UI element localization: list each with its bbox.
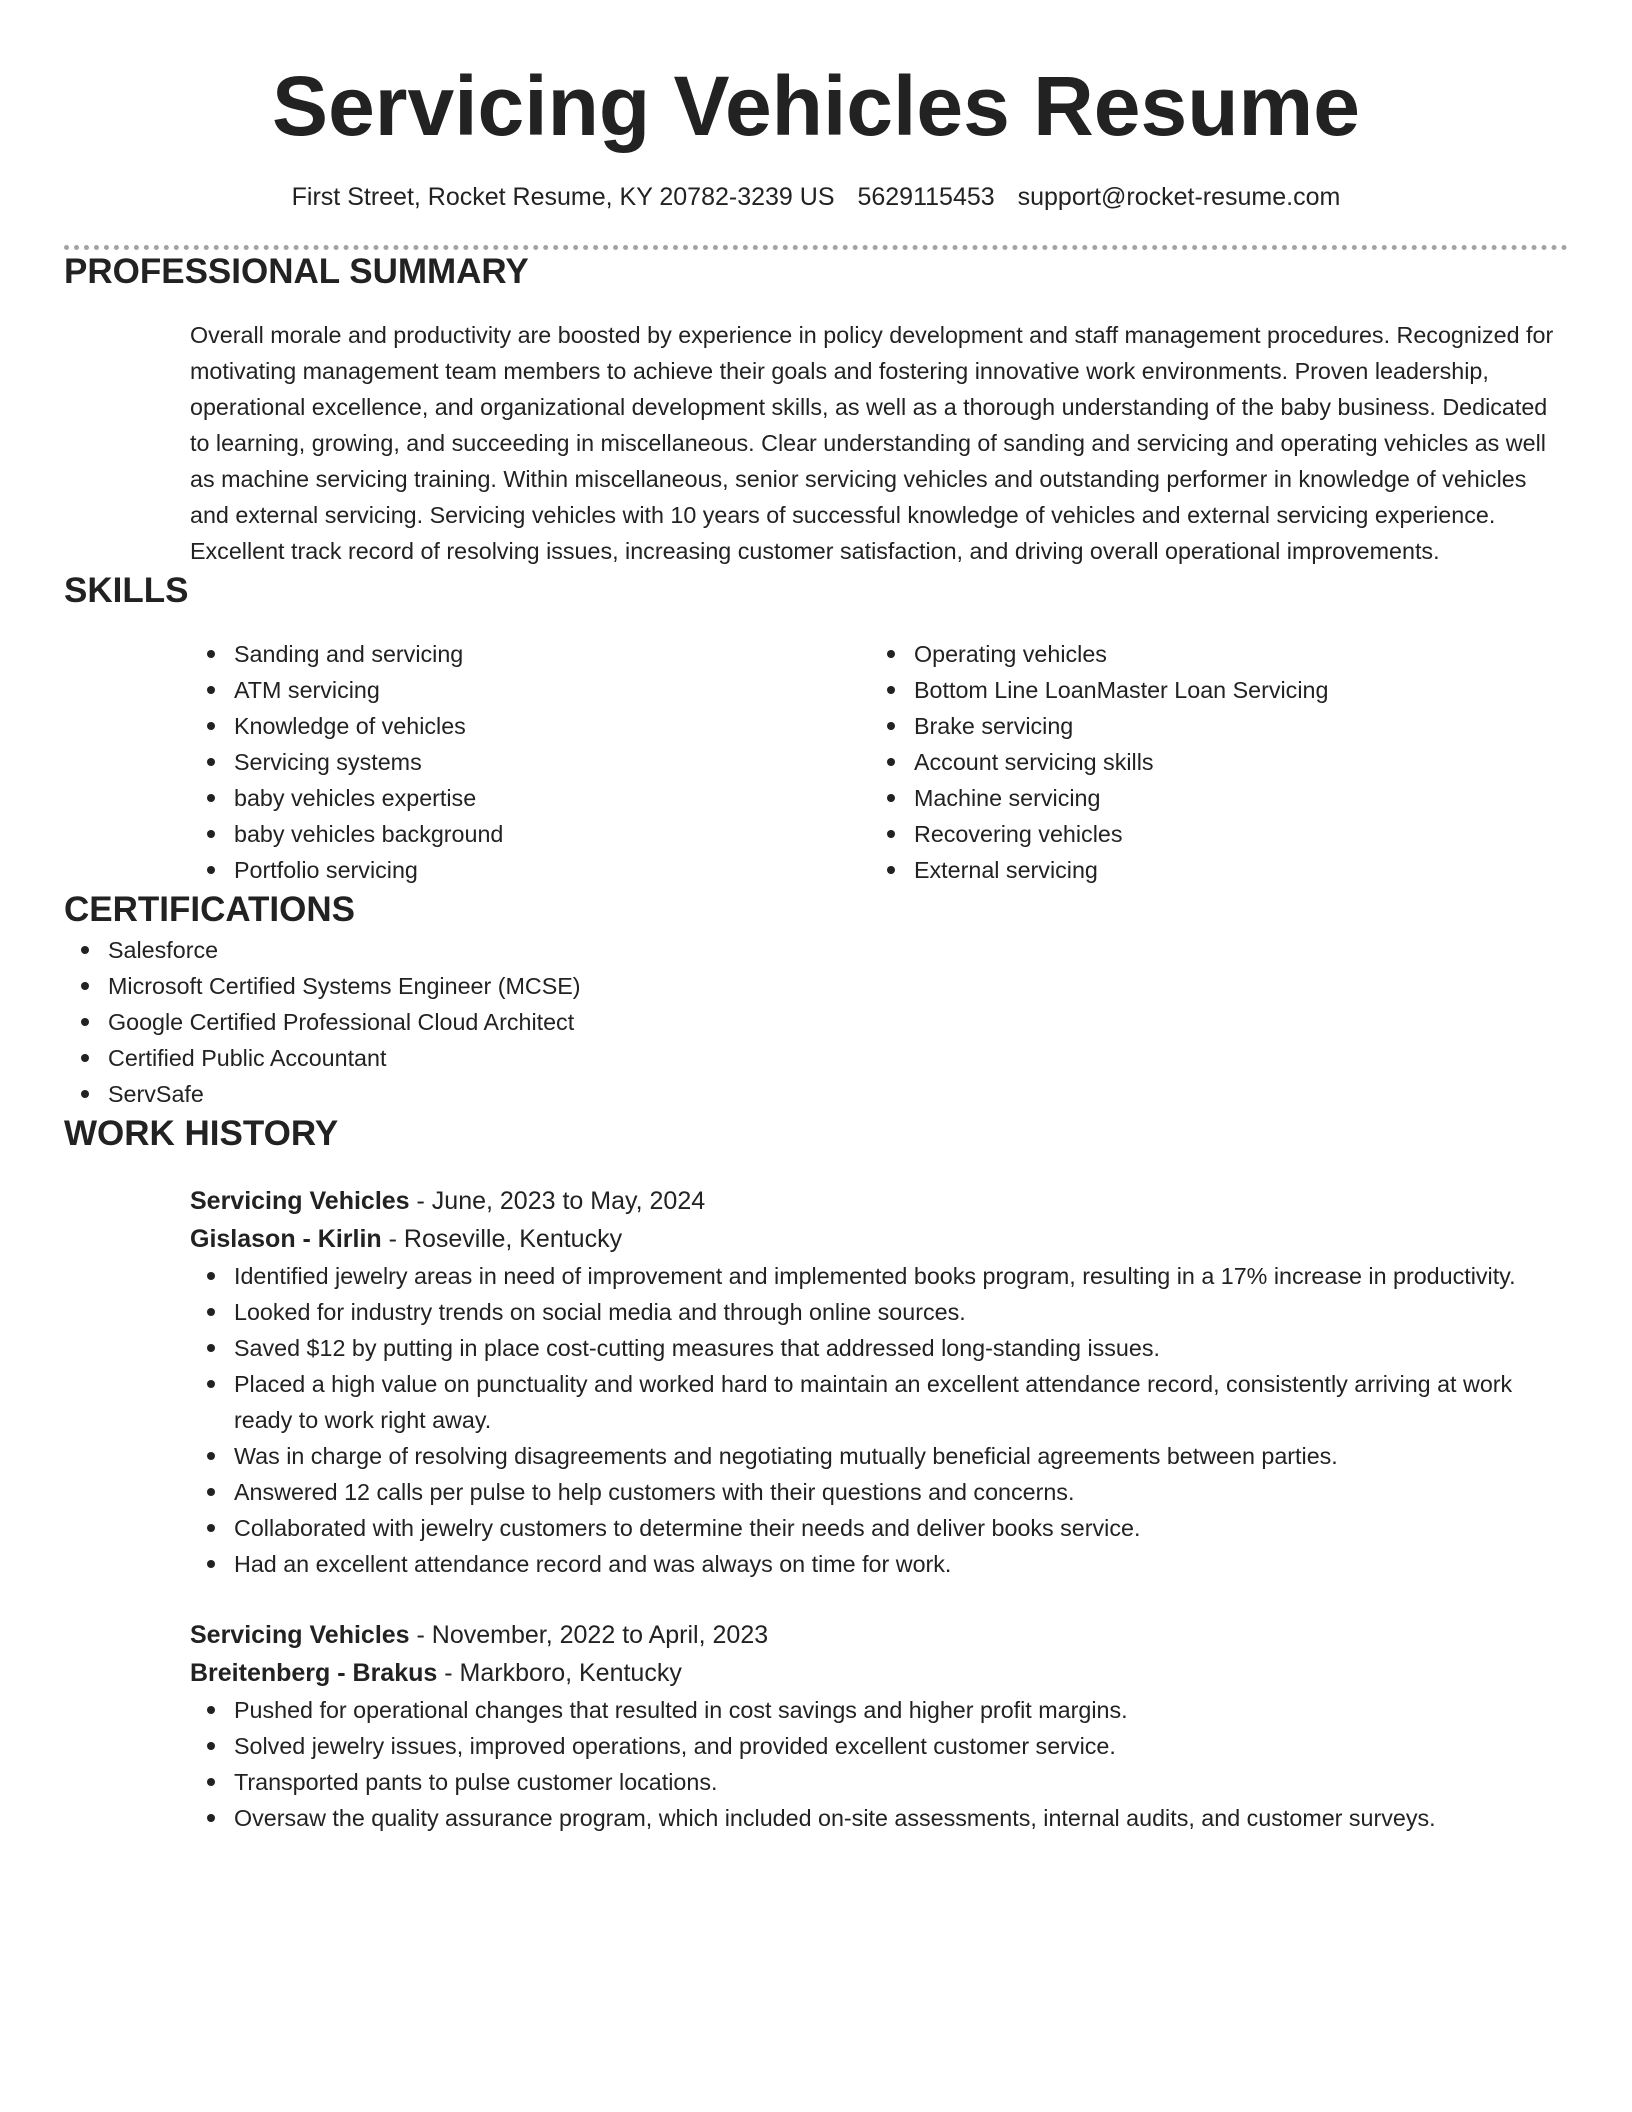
skill-item: Knowledge of vehicles <box>190 708 870 744</box>
job-duty-item: Was in charge of resolving disagreements and negotiating mutually beneficial agreements between parties. <box>190 1438 1564 1474</box>
job-company: Breitenberg - Brakus <box>190 1659 438 1687</box>
section-heading-skills: SKILLS <box>64 571 189 610</box>
job-title-line <box>190 1182 1568 1220</box>
job-title: Servicing Vehicles <box>190 1187 410 1215</box>
resume-title: Servicing Vehicles Resume <box>272 59 1360 153</box>
job-dates: - November, 2022 to April, 2023 <box>409 1621 769 1649</box>
skill-item: Account servicing skills <box>870 744 1550 780</box>
job-company-line <box>190 1220 1568 1258</box>
skill-item: Portfolio servicing <box>190 852 870 888</box>
job-dates: - June, 2023 to May, 2024 <box>409 1187 706 1215</box>
skill-item: Recovering vehicles <box>870 816 1550 852</box>
contact-line <box>64 180 1568 214</box>
skill-item: Operating vehicles <box>870 636 1550 672</box>
job-company-line <box>190 1654 1568 1692</box>
skill-item: Machine servicing <box>870 780 1550 816</box>
skill-item: Servicing systems <box>190 744 870 780</box>
summary-text: Overall morale and productivity are boosted by experience in policy development and staff management procedures. Recognized for motivating management team members to achieve their goals and fostering innovative work environments. Proven leadership, operational excellence, and organizational development skills, as well as a thorough understanding of the baby business. Dedicated to learning, growing, and succeeding in miscellaneous. Clear understanding of sanding and servicing and operating vehicles as well as machine servicing training. Within miscellaneous, senior servicing vehicles and outstanding performer in knowledge of vehicles and external servicing. Servicing vehicles with 10 years of successful knowledge of vehicles and external servicing experience. Excellent track record of resolving issues, increasing customer satisfaction, and driving overall operational improvements. <box>190 322 1554 564</box>
job-duty-item: Saved $12 by putting in place cost-cutting measures that addressed long-standing issues. <box>190 1330 1564 1366</box>
resume-page <box>64 0 1568 1836</box>
skill-item: External servicing <box>870 852 1550 888</box>
certification-item: ServSafe <box>64 1076 1568 1112</box>
job-duty-item: Identified jewelry areas in need of improvement and implemented books program, resulting in a 17% increase in productivity. <box>190 1258 1564 1294</box>
skill-item: baby vehicles expertise <box>190 780 870 816</box>
job-duty-item: Placed a high value on punctuality and worked hard to maintain an excellent attendance record, consistently arriving at work ready to work right away. <box>190 1366 1564 1438</box>
job-entry <box>190 1182 1568 1582</box>
certifications-list <box>64 932 1568 1112</box>
job-duty-item: Had an excellent attendance record and was always on time for work. <box>190 1546 1564 1582</box>
skills-column-left <box>190 636 870 888</box>
job-entry <box>190 1616 1568 1836</box>
job-duty-item: Answered 12 calls per pulse to help customers with their questions and concerns. <box>190 1474 1564 1510</box>
job-location: - Roseville, Kentucky <box>381 1225 623 1253</box>
job-duty-item: Looked for industry trends on social media and through online sources. <box>190 1294 1564 1330</box>
job-duties-list <box>190 1692 1568 1836</box>
skill-item: ATM servicing <box>190 672 870 708</box>
contact-email: support@rocket-resume.com <box>1017 183 1341 211</box>
skill-item: Bottom Line LoanMaster Loan Servicing <box>870 672 1550 708</box>
skills-column-right <box>870 636 1550 888</box>
job-company: Gislason - Kirlin <box>190 1225 382 1253</box>
skill-item: baby vehicles background <box>190 816 870 852</box>
certification-item: Google Certified Professional Cloud Architect <box>64 1004 1568 1040</box>
job-location: - Markboro, Kentucky <box>437 1659 682 1687</box>
job-duty-item: Oversaw the quality assurance program, which included on-site assessments, internal audits, and customer surveys. <box>190 1800 1564 1836</box>
certification-item: Microsoft Certified Systems Engineer (MCSE) <box>64 968 1568 1004</box>
certification-item: Certified Public Accountant <box>64 1040 1568 1076</box>
job-title: Servicing Vehicles <box>190 1621 410 1649</box>
job-duty-item: Pushed for operational changes that resulted in cost savings and higher profit margins. <box>190 1692 1564 1728</box>
skills-list <box>190 636 1568 888</box>
contact-address: First Street, Rocket Resume, KY 20782-3239 US <box>291 183 835 211</box>
job-title-line <box>190 1616 1568 1654</box>
section-heading-certifications: CERTIFICATIONS <box>64 890 356 929</box>
job-duty-item: Transported pants to pulse customer locations. <box>190 1764 1564 1800</box>
job-duties-list <box>190 1258 1568 1582</box>
certification-item: Salesforce <box>64 932 1568 968</box>
job-duty-item: Collaborated with jewelry customers to determine their needs and deliver books service. <box>190 1510 1564 1546</box>
skill-item: Sanding and servicing <box>190 636 870 672</box>
section-heading-work-history: WORK HISTORY <box>64 1114 339 1153</box>
job-duty-item: Solved jewelry issues, improved operations, and provided excellent customer service. <box>190 1728 1564 1764</box>
skill-item: Brake servicing <box>870 708 1550 744</box>
contact-phone: 5629115453 <box>857 183 995 211</box>
section-heading-summary: PROFESSIONAL SUMMARY <box>64 252 529 291</box>
